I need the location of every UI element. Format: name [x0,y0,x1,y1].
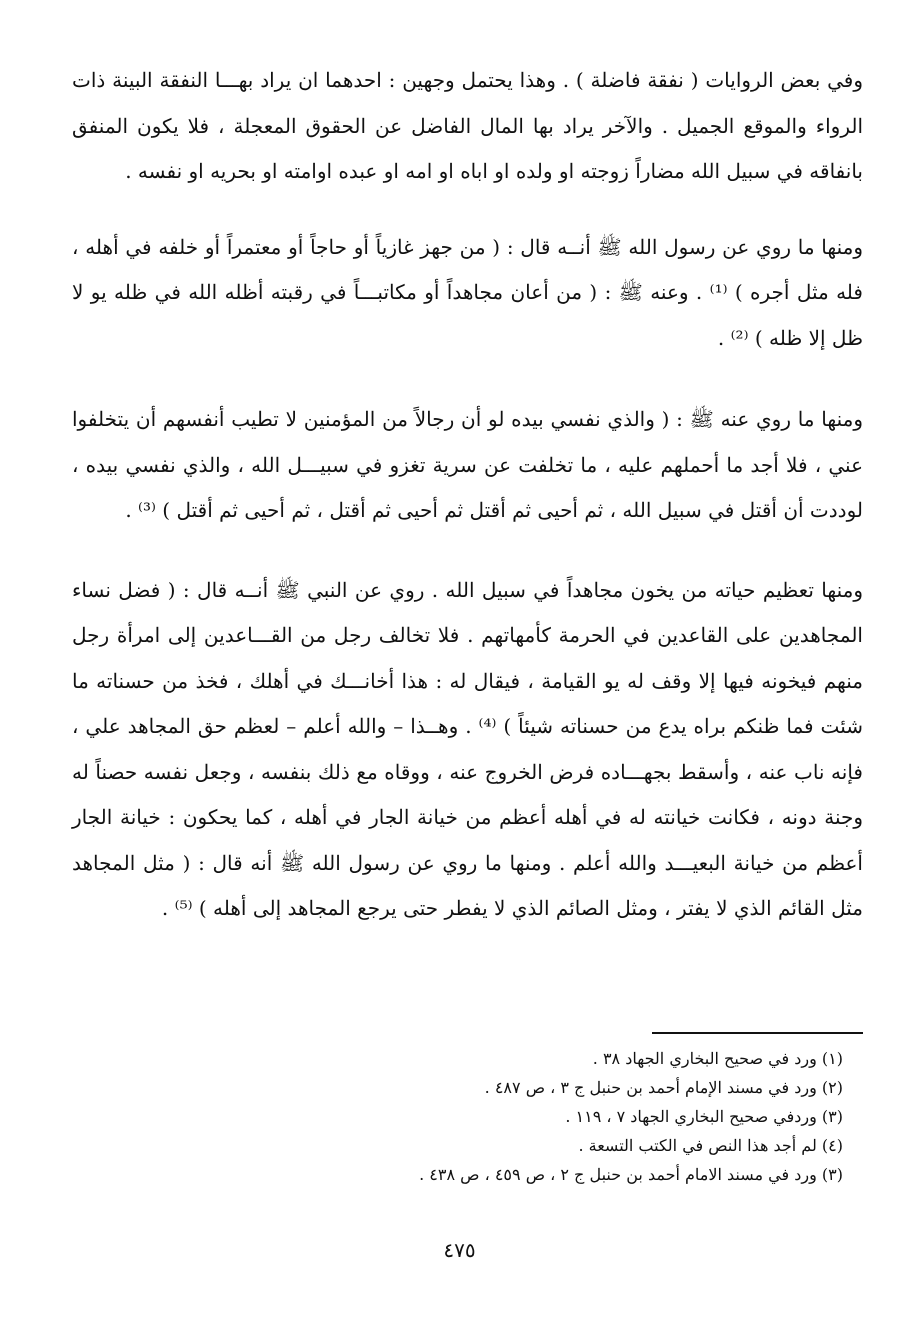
page-number: ٤٧٥ [443,1238,476,1262]
paragraph-1: وفي بعض الروايات ( نفقة فاضلة ) . وهذا يحتمل وجهين : احدهما ان يراد بهـــا النفقة البينة ذات الرواء والموقع الجميل . والآخر يراد بها المال الفاضل عن الحقوق المعجلة ، فلا يكون المنفق بانفاقه في سبيل الله مضاراً زوجته او ولده او اباه او امه او عبده اوامته او بحريه او نفسه . [72,68,863,183]
footnote-1: (١) ورد في صحيح البخاري الجهاد ٣٨ . [592,1049,843,1068]
footnote-4: (٤) لم أجد هذا النص في الكتب التسعة . [578,1136,843,1155]
footnotes-list [72,1044,843,1189]
main-text [72,58,863,932]
footnote-5: (٣) ورد في مسند الامام أحمد بن حنبل ج ٢ ، ص ٤٥٩ ، ص ٤٣٨ . [419,1165,843,1184]
paragraph-4: ومنها تعظيم حياته من يخون مجاهداً في سبيل الله . روي عن النبي ﷺ أنــه قال : ( فضل نساء المجاهدين على القاعدين في الحرمة كأمهاتهم . فلا تخالف رجل من القـــاعدين إلى امرأة رجل منهم فيخونه فيها إلا وقف له يو القيامة ، فيقال له : هذا أخانـــك في أهلك ، فخذ من حسناته ما شئت فما ظنكم براه يدع من حسناته شيئاً ) ⁽⁴⁾ . وهــذا – والله أعلم – لعظم حق المجاهد علي ، فإنه ناب عنه ، وأسقط بجهـــاده فرض الخروج عنه ، ووقاه مع ذلك بنفسه ، وجعل نفسه حصناً له وجنة دونه ، فكانت خيانته له في أهله أعظم من خيانة الجار في أهله ، كما يحكون : خيانة الجار أعظم من خيانة البعيـــد والله أعلم . ومنها ما روي عن رسول الله ﷺ أنه قال : ( مثل المجاهد مثل القائم الذي لا يفتر ، ومثل الصائم الذي لا يفطر حتى يرجع المجاهد إلى أهله ) ⁽⁵⁾ . [72,577,863,920]
footnote-2: (٢) ورد في مسند الإمام أحمد بن حنبل ج ٣ ، ص ٤٨٧ . [484,1078,843,1097]
paragraph-2: ومنها ما روي عن رسول الله ﷺ أنــه قال : ( من جهز غازياً أو حاجاً أو معتمراً أو خلفه في أهله ، فله مثل أجره ) ⁽¹⁾ . وعنه ﷺ : ( من أعان مجاهداً أو مكاتبـــاً في رقبته أظله الله في ظله يو لا ظل إلا ظله ) ⁽²⁾ . [72,234,864,350]
paragraph-3: ومنها ما روي عنه ﷺ : ( والذي نفسي بيده لو أن رجالاً من المؤمنين لا تطيب أنفسهم أن يتخلفوا عني ، فلا أجد ما أحملهم عليه ، ما تخلفت عن سرية تغزو في سبيـــل الله ، والذي نفسي بيده ، لوددت أن أقتل في سبيل الله ، ثم أحيى ثم أقتل ثم أحيى ثم أقتل ، ثم أحيى ثم أقتل ) ⁽³⁾ . [72,407,863,522]
footnote-3: (٣) وردفي صحيح البخاري الجهاد ٧ ، ١١٩ . [565,1107,843,1126]
footnote-divider [652,1032,863,1034]
